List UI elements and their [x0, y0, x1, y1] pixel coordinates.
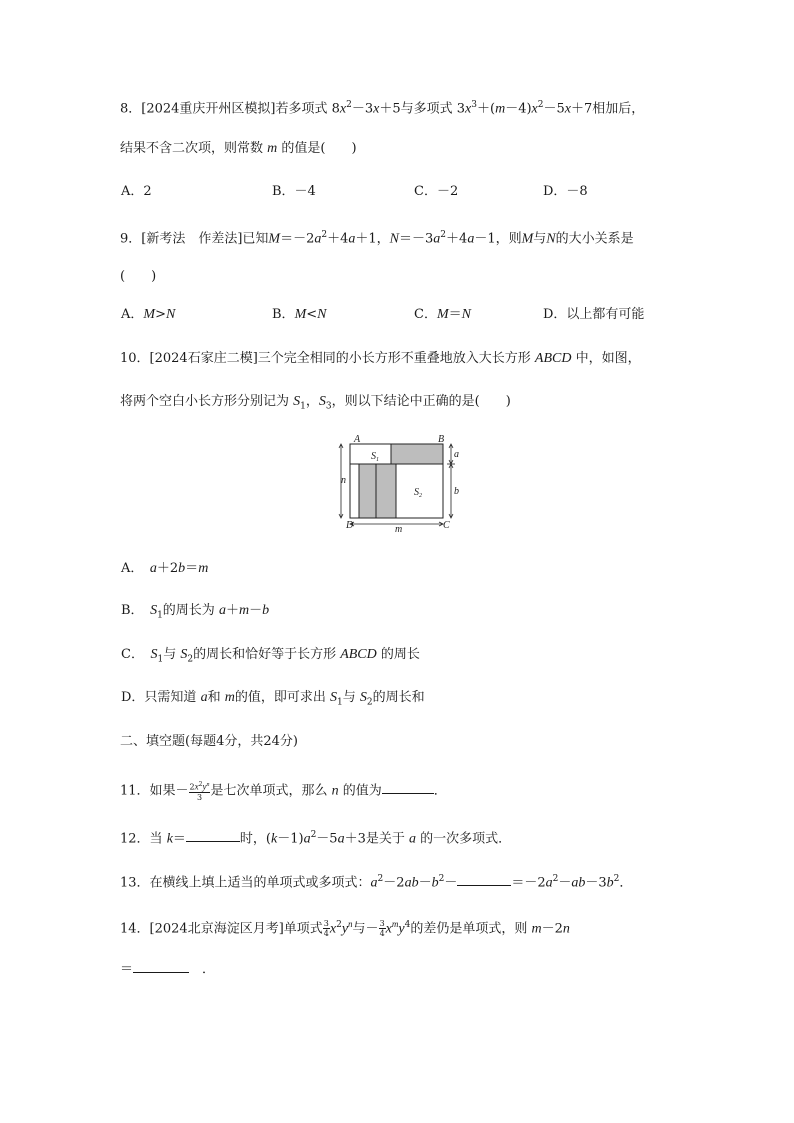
q8-option-c: C．－2: [414, 184, 459, 199]
shaded-rect-middle: [376, 464, 396, 518]
q8-line2: 结果不含二次项，则常数 m 的值是( ): [120, 141, 357, 156]
q11-text: 11．如果－ $\frac{2x^2y^n}{3}$ 是七次单项式，那么 n 的值为 ．: [120, 781, 447, 802]
q9-option-a: A．M>N: [121, 307, 176, 322]
q10-option-c: C． $S_1$与 $S_2$的周长和恰好等于长方形 ABCD 的周长: [121, 647, 420, 665]
q11-answer-blank[interactable]: [382, 781, 434, 794]
q8-line1: 8．[2024重庆开州区模拟]若多项式 $8x^2-3x+5$与多项式 $3x^3+(m-4)x^2-5x+7$相加后，: [120, 100, 645, 117]
q8-option-b: B．－4: [272, 184, 316, 199]
label-s1: $S_1$: [371, 451, 379, 463]
q12-text: 12．当 k＝ 时，$(k-1)a^2-5a+3$是关于 a 的一次多项式．: [120, 830, 512, 847]
q8-option-a: A．2: [121, 184, 152, 199]
label-c-vertex: C: [443, 520, 450, 531]
label-b-length: b: [454, 486, 459, 497]
q9-option-d: D．以上都有可能: [543, 307, 645, 322]
label-a-length: a: [454, 449, 459, 460]
q12-answer-blank[interactable]: [186, 829, 240, 842]
label-d-vertex: D: [346, 520, 354, 531]
q10-option-a: A． a＋2b＝m: [121, 561, 209, 576]
shaded-rect-top: [391, 444, 443, 464]
label-n-length: n: [341, 475, 346, 486]
q13-text: 13．在横线上填上适当的单项式或多项式：$a^2-2ab-b^2- =-2a^2-ab-3b^2$．: [120, 874, 633, 891]
q14-answer-blank[interactable]: [133, 960, 189, 973]
q10-figure: [335, 432, 465, 532]
label-b-vertex: B: [438, 434, 445, 445]
q14-line1: 14．[2024北京海淀区月考]单项式 $\frac{3}{4}$ $x^2y^n$与－ $\frac{3}{4}$ $x^my^4$的差仍是单项式，则 m－2n: [120, 919, 570, 939]
q9-line1: 9．[新考法 作差法]已知$M=-2a^2+4a+1$，$N=-3a^2+4a-1$，则M与N的大小关系是: [120, 230, 634, 247]
q9-option-c: C．M＝N: [414, 307, 471, 322]
q10-line2: 将两个空白小长方形分别记为 $S_1$，$S_3$，则以下结论中正确的是( ): [120, 394, 511, 412]
q13-answer-blank[interactable]: [457, 873, 511, 886]
section-title: 二、填空题(每题4分，共24分): [120, 734, 298, 749]
q8-option-d: D．－8: [543, 184, 588, 199]
q10-option-b: B． $S_1$的周长为 a＋m－b: [121, 603, 270, 621]
q9-option-b: B．M<N: [272, 307, 327, 322]
q10-line1: 10．[2024石家庄二模]三个完全相同的小长方形不重叠地放入大长方形 ABCD 中，如图，: [120, 351, 641, 366]
label-a-vertex: A: [354, 434, 361, 445]
label-m-length: m: [395, 524, 403, 532]
q9-line2: ( ): [120, 269, 157, 284]
label-s2: $S_2$: [414, 487, 422, 499]
q10-option-d: D．只需知道 a和 m的值，即可求出 $S_1$与 $S_2$的周长和: [121, 690, 425, 708]
q14-line2: ＝ ．: [120, 962, 216, 977]
shaded-rect-left: [359, 464, 376, 518]
